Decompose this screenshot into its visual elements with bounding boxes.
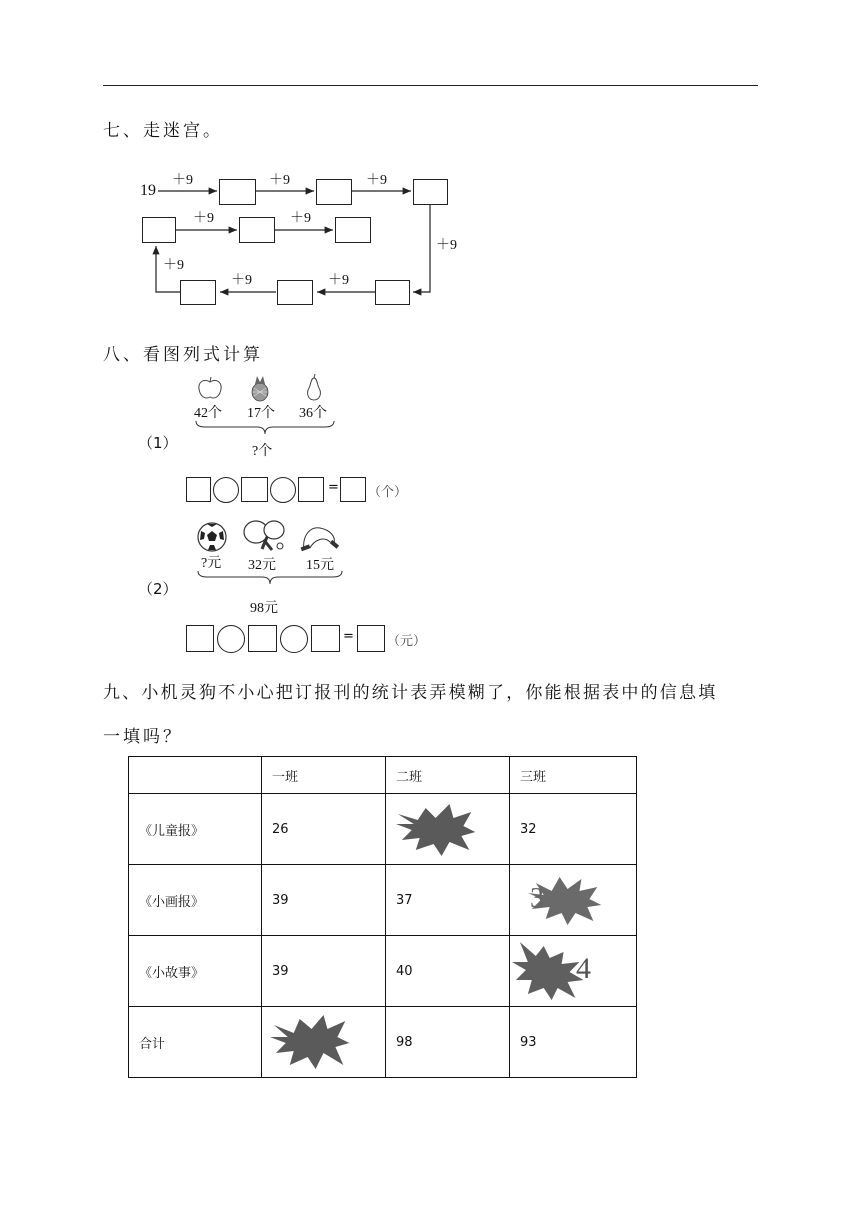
problem1-total: ?个 bbox=[252, 444, 273, 459]
maze-start-value: 19 bbox=[140, 182, 156, 199]
row-label: 合计 bbox=[129, 1007, 262, 1078]
table-header-cell: 一班 bbox=[262, 757, 386, 794]
table-row bbox=[129, 794, 637, 865]
newspaper-stats-table bbox=[128, 756, 637, 1078]
problem1-item-label: 17个 bbox=[247, 406, 275, 421]
maze-step-label: ＋9 bbox=[193, 211, 214, 226]
operator-blank[interactable] bbox=[213, 477, 239, 503]
soccer-ball-icon bbox=[196, 521, 228, 553]
maze-answer-box[interactable] bbox=[142, 217, 176, 243]
maze bbox=[138, 165, 478, 310]
maze-step-label: ＋9 bbox=[172, 173, 193, 188]
table-row bbox=[129, 936, 637, 1007]
apple-icon bbox=[195, 376, 225, 402]
problem2-item-label: 15元 bbox=[306, 558, 334, 573]
problem2-total: 98元 bbox=[250, 601, 278, 616]
maze-step-label: ＋9 bbox=[290, 211, 311, 226]
blurred-cell[interactable] bbox=[262, 1007, 386, 1078]
equation-blank[interactable] bbox=[248, 625, 277, 652]
table-row bbox=[129, 1007, 637, 1078]
ping-pong-paddle-icon bbox=[240, 518, 286, 554]
problem1-item-label: 42个 bbox=[194, 406, 222, 421]
ink-blot bbox=[510, 865, 636, 935]
ink-blot bbox=[386, 794, 509, 864]
header-rule bbox=[103, 85, 758, 86]
answer-blank[interactable] bbox=[357, 625, 385, 652]
equation-blank[interactable] bbox=[241, 477, 268, 502]
row-label: 《儿童报》 bbox=[129, 794, 262, 865]
unit-label: （个） bbox=[368, 485, 408, 500]
maze-answer-box[interactable] bbox=[219, 179, 256, 205]
section8-title: 八、看图列式计算 bbox=[103, 345, 263, 365]
equation-blank[interactable] bbox=[186, 625, 214, 652]
jump-rope-icon bbox=[300, 522, 340, 554]
pineapple-icon bbox=[247, 374, 273, 402]
problem1-item-label: 36个 bbox=[299, 406, 327, 421]
maze-answer-box[interactable] bbox=[277, 280, 313, 305]
answer-blank[interactable] bbox=[340, 477, 366, 502]
table-header-cell: 三班 bbox=[510, 757, 637, 794]
unit-label: （元） bbox=[387, 634, 427, 649]
section7-title: 七、走迷宫。 bbox=[103, 121, 223, 141]
blurred-cell[interactable] bbox=[386, 794, 510, 865]
operator-blank[interactable] bbox=[280, 625, 308, 653]
maze-step-label: ＋9 bbox=[269, 173, 290, 188]
equals-sign: = bbox=[343, 629, 354, 644]
table-header-row bbox=[129, 757, 637, 794]
equation-blank[interactable] bbox=[186, 477, 211, 502]
maze-answer-box[interactable] bbox=[413, 179, 448, 205]
maze-step-label: ＋9 bbox=[436, 238, 457, 253]
operator-blank[interactable] bbox=[217, 625, 245, 653]
row-label: 《小故事》 bbox=[129, 936, 262, 1007]
problem2-item-label: ?元 bbox=[201, 556, 222, 571]
maze-answer-box[interactable] bbox=[316, 179, 352, 205]
maze-answer-box[interactable] bbox=[375, 280, 410, 305]
section9-title-line1: 九、小机灵狗不小心把订报刊的统计表弄模糊了，你能根据表中的信息填 bbox=[103, 683, 718, 703]
equation-blank[interactable] bbox=[298, 477, 324, 502]
table-row bbox=[129, 865, 637, 936]
table-header-cell bbox=[129, 757, 262, 794]
maze-step-label: ＋9 bbox=[328, 273, 349, 288]
problem2-brace bbox=[197, 570, 343, 586]
ink-blot bbox=[510, 936, 636, 1006]
ink-blot bbox=[262, 1007, 385, 1077]
table-cell: 32 bbox=[510, 794, 637, 865]
maze-step-label: ＋9 bbox=[366, 173, 387, 188]
table-cell: 40 bbox=[386, 936, 510, 1007]
maze-answer-box[interactable] bbox=[239, 217, 275, 243]
section9-title-line2: 一填吗？ bbox=[103, 727, 183, 747]
operator-blank[interactable] bbox=[270, 477, 296, 503]
table-cell: 37 bbox=[386, 865, 510, 936]
problem2-label: （2） bbox=[138, 580, 178, 598]
table-header-cell: 二班 bbox=[386, 757, 510, 794]
blurred-cell[interactable] bbox=[510, 865, 637, 936]
blurred-cell[interactable] bbox=[510, 936, 637, 1007]
problem2-item-label: 32元 bbox=[248, 558, 276, 573]
table-cell: 39 bbox=[262, 936, 386, 1007]
maze-answer-box[interactable] bbox=[335, 217, 371, 243]
problem1-brace bbox=[195, 420, 335, 436]
table-cell: 39 bbox=[262, 865, 386, 936]
pear-icon bbox=[303, 374, 325, 402]
maze-answer-box[interactable] bbox=[180, 280, 216, 305]
table-cell: 93 bbox=[510, 1007, 637, 1078]
problem1-label: （1） bbox=[138, 434, 178, 452]
table-cell: 26 bbox=[262, 794, 386, 865]
equals-sign: = bbox=[328, 480, 339, 495]
table-cell: 98 bbox=[386, 1007, 510, 1078]
equation-blank[interactable] bbox=[311, 625, 340, 652]
maze-step-label: ＋9 bbox=[163, 258, 184, 273]
partial-digit: 4 bbox=[576, 952, 591, 985]
partial-digit: 3 bbox=[530, 883, 544, 914]
maze-step-label: ＋9 bbox=[231, 273, 252, 288]
row-label: 《小画报》 bbox=[129, 865, 262, 936]
